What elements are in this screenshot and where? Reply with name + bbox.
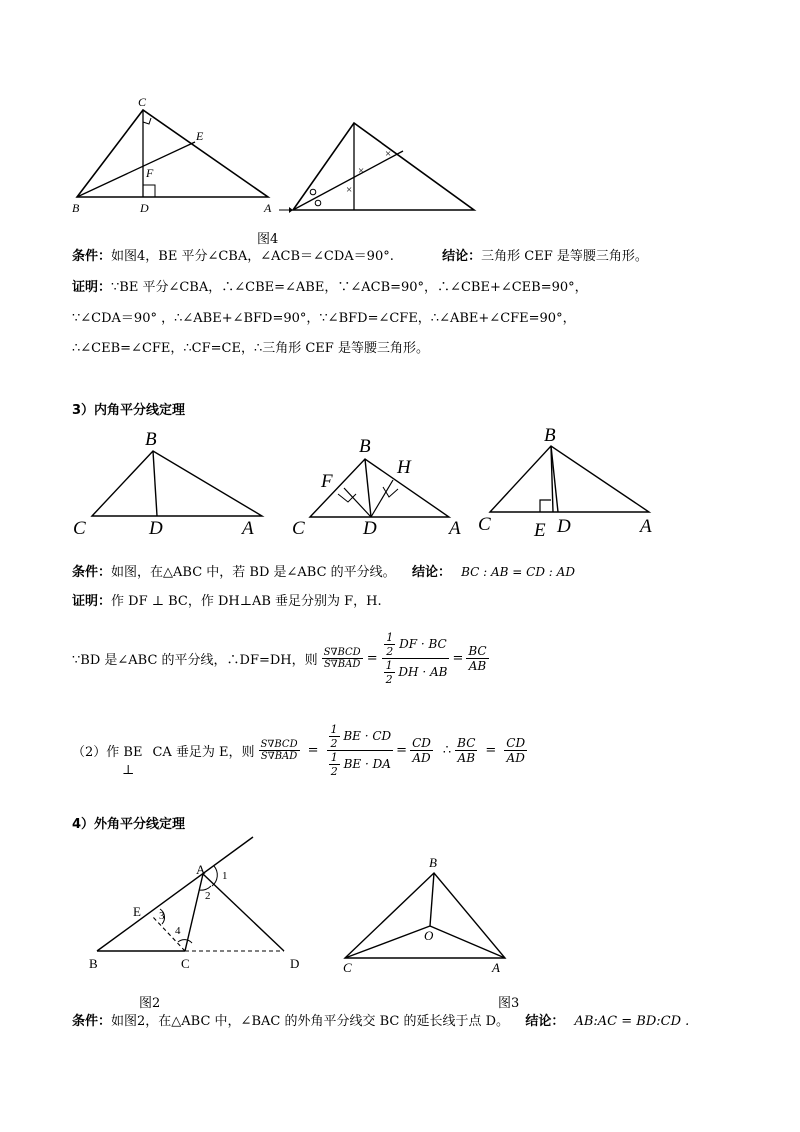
s4-fig2-b: B [89,956,98,971]
s3-eq1-r1-den: AB [468,658,487,673]
s3-eq2-eq2: = [396,742,408,758]
p1-proof-1: ∵BE 平分∠CBA，∴∠CBE=∠ABE，∵∠ACB=90°，∴∠CBE+∠CEB=90°， [111,280,588,295]
s3-line2-prefix: （2）作 BE [72,744,143,760]
s3-fig2-h: H [397,457,411,478]
fig4-label-b: B [72,201,80,215]
s3-eq1-half-d1: 2 [386,644,394,658]
s3-proof-text: 作 DF ⊥ BC，作 DH⊥AB 垂足分别为 F，H. [111,594,382,609]
svg-text:×: × [385,148,392,160]
s3-eq2-f2-den: BE · DA [343,756,391,771]
s3-fig3-b: B [544,425,556,446]
s3-eq2-eq3: = [485,742,497,758]
s3-eq1-half-n2: 1 [385,658,393,672]
p1-cond-text: 如图4，BE 平分∠CBA，∠ACB＝∠CDA＝90°. [111,249,394,264]
s3-therefore: ∴ [442,742,452,758]
s4-fig2-n4: 4 [175,925,181,937]
s3-proof-label: 证明： [72,594,112,609]
s3-fig1-d: D [149,518,163,539]
p1-cond-label: 条件： [72,249,112,264]
s3-fig2-a: A [449,518,461,539]
s3-heading: 3）内角平分线定理 [72,403,186,418]
s3-eq2-s-num: S∇BCD [260,738,298,750]
s3-fig3-a: A [640,516,652,537]
s3-fig2-f: F [321,471,333,492]
s3-eq2-r3-den: AB [457,750,476,765]
p1-concl-text: 三角形 CEF 是等腰三角形。 [481,249,648,264]
s3-eq2-half-n2: 1 [330,750,338,764]
s4-cond-text: 如图2，在△ABC 中，∠BAC 的外角平分线交 BC 的延长线于点 D。 [111,1014,510,1029]
s3-eq2-half-d1: 2 [330,736,338,750]
p1-proof-3: ∴∠CEB=∠CFE，∴CF=CE，∴三角形 CEF 是等腰三角形。 [72,341,429,356]
s4-fig3-o: O [424,928,434,943]
s3-eq1-r1-num: BC [468,643,487,658]
s3-fig1-a: A [242,518,254,539]
s3-eq2-r4-den: AD [506,750,525,765]
s3-fig2-b: B [359,436,371,457]
s3-eq2-r2-num: CD [412,735,431,750]
s3-fig2-d: D [363,518,377,539]
s3-eq1-eq2: = [452,650,464,666]
s3-fig3-e: E [534,520,546,541]
p1-proof-2: ∵∠CDA＝90° ，∴∠ABE+∠BFD=90°，∵∠BFD=∠CFE，∴∠ABE+∠CFE=90°， [72,311,576,326]
s3-eq2-half-d2: 2 [330,764,338,778]
s3-eq1-s-num: S∇BCD [323,646,361,658]
s3-fig1-c: C [73,518,86,539]
s3-line1-text: ∵BD 是∠ABC 的平分线，∴DF=DH，则 [72,652,318,668]
s3-fig3-d: D [557,516,571,537]
s3-fig3-c: C [478,514,491,535]
s4-fig2-n1: 1 [222,870,228,882]
s3-eq2-eq: = [307,742,319,758]
fig4-label-f: F [146,166,154,180]
s3-eq2-r4-num: CD [506,735,526,750]
fig4-caption: 图4 [257,232,279,247]
s3-eq1-half-n1: 1 [386,630,394,644]
s4-fig2-n2: 2 [205,890,211,902]
svg-text:×: × [358,165,365,177]
s4-condition-line [72,1013,689,1031]
s3-eq2-f2-num: BE · CD [343,728,392,743]
s3-eq1-f1-num: DF · BC [399,636,447,651]
s4-fig2-n3: 3 [159,910,165,922]
s4-fig2-d: D [290,956,300,971]
s3-eq2-r3-num: BC [457,735,476,750]
s4-fig2-e: E [133,904,141,919]
s4-fig3-b: B [429,855,437,870]
s4-fig2-a: A [196,862,206,877]
s3-line2-perp: ⊥ [122,762,135,778]
s3-concl-formula: BC : AB = CD : AD [461,565,575,579]
s4-cond-label: 条件： [72,1014,112,1029]
s4-fig2-caption: 图2 [139,996,161,1011]
s4-fig3-a: A [492,960,500,975]
s4-fig3-c: C [343,960,352,975]
s4-concl-formula: AB:AC = BD:CD . [574,1014,690,1029]
s3-eq1-f1-den: DH · AB [398,664,448,679]
s3-fig2-c: C [292,518,305,539]
p1-concl-label: 结论： [442,249,482,264]
s3-concl-label: 结论： [411,565,451,580]
s3-eq2-s-den: S∇BAD [260,750,298,762]
s4-fig3-caption: 图3 [498,996,520,1011]
fig4-label-d: D [140,201,149,215]
s3-eq2-r2-den: AD [412,750,431,765]
s3-line2-mid: CA 垂足为 E，则 [152,744,255,760]
s4-fig2-c: C [181,956,190,971]
s3-eq1-s-den: S∇BAD [323,658,361,670]
fig4-label-c: C [138,95,147,109]
s3-eq1-eq: = [366,650,378,666]
s3-cond-label: 条件： [72,565,112,580]
s3-cond-text: 如图，在△ABC 中，若 BD 是∠ABC 的平分线。 [111,565,396,580]
s3-eq2-half-n1: 1 [330,722,338,736]
p1-proof-label: 证明： [72,280,112,295]
s4-heading: 4）外角平分线定理 [72,817,186,832]
svg-text:×: × [346,184,353,196]
s3-eq1-half-d2: 2 [385,672,393,686]
fig4-label-e: E [196,129,204,143]
s3-fig1-b: B [145,429,157,450]
s4-concl-label: 结论： [525,1014,565,1029]
fig4-label-a: A [264,201,272,215]
